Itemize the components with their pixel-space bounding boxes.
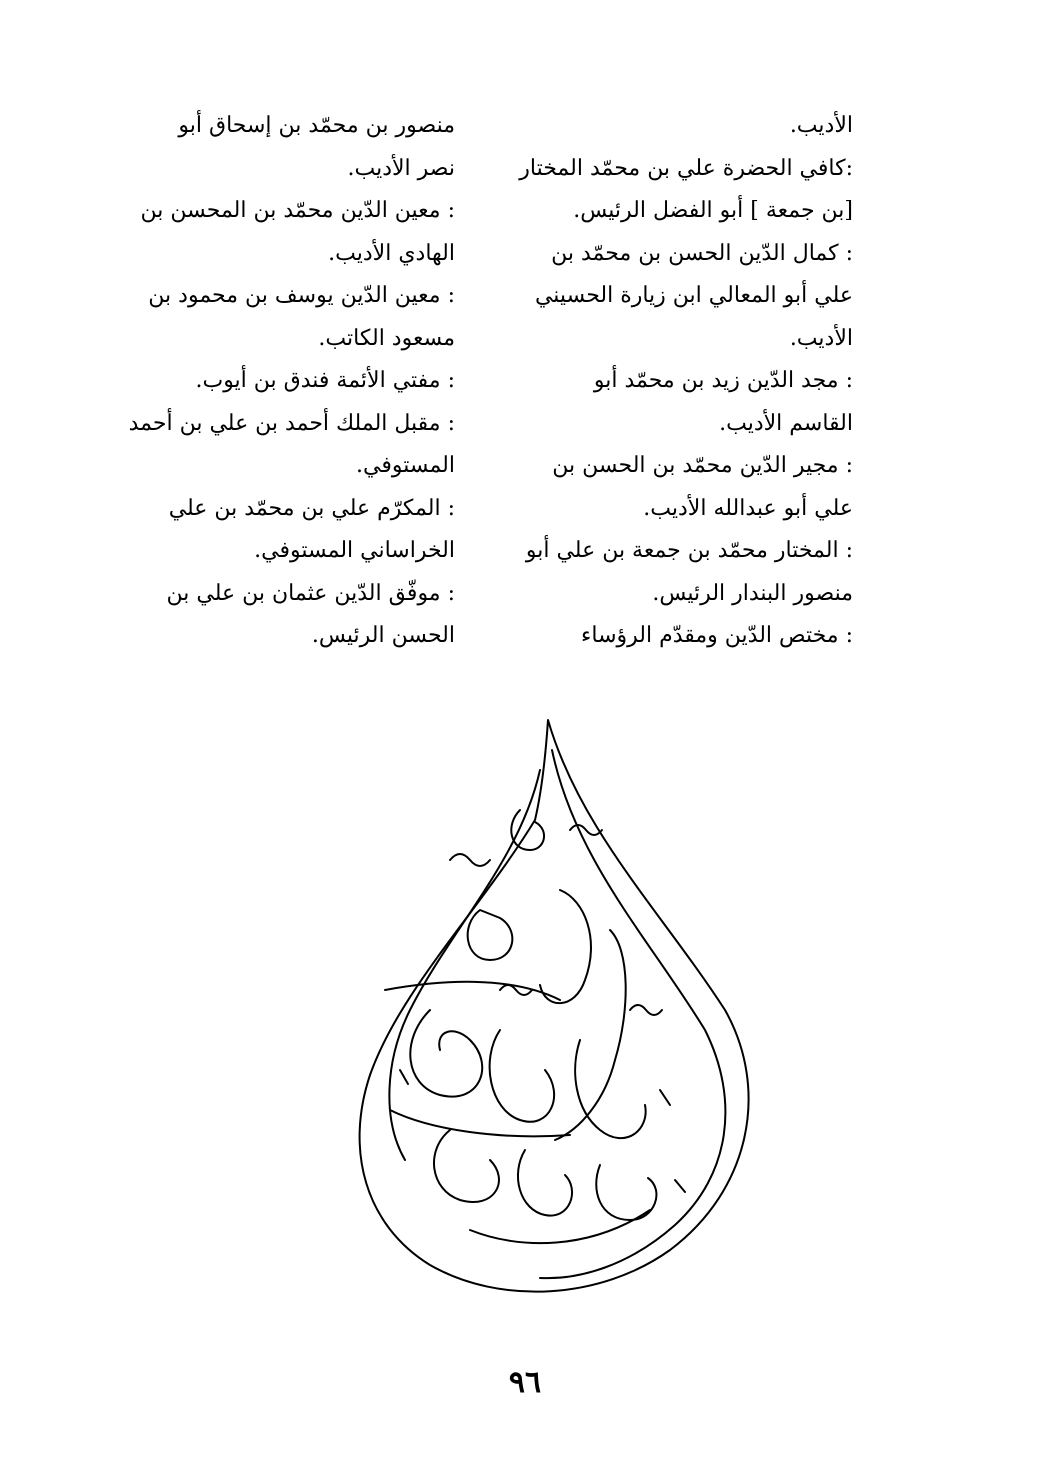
text-line: منصور بن محمّد بن إسحاق أبو [178,113,455,138]
text-line: [بن جمعة ] أبو الفضل الرئيس. [573,198,853,223]
text-line: الأديب. [789,113,853,138]
text-line: منصور البندار الرئيس. [652,580,853,606]
text-line: علي أبو عبدالله الأديب. [643,495,853,521]
text-line: : مختص الدّين ومقدّم الرؤساء [581,623,853,648]
right-column [519,105,853,658]
text-line: مسعود الكاتب. [318,325,455,351]
text-line: : موفّق الدّين عثمان بن علي بن [166,580,455,606]
text-line: المستوفي. [355,453,455,478]
calligraphy-teardrop-icon [330,710,760,1330]
text-line: :كافي الحضرة علي بن محمّد المختار [519,155,853,181]
text-line: : معين الدّين محمّد بن المحسن بن [140,198,455,223]
text-line: الحسن الرئيس. [311,623,455,648]
text-line: علي أبو المعالي ابن زيارة الحسيني [534,283,853,308]
text-line: القاسم الأديب. [719,410,853,436]
left-column [128,105,455,658]
text-line: : المختار محمّد بن جمعة بن علي أبو [525,538,853,563]
text-line: : مفتي الأئمة فندق بن أيوب. [195,368,455,393]
text-line: : كمال الدّين الحسن بن محمّد بن [551,240,853,266]
text-line: : مقبل الملك أحمد بن علي بن أحمد [128,410,455,436]
text-line: الهادي الأديب. [328,240,455,266]
text-line: الأديب. [789,325,853,351]
text-line: : معين الدّين يوسف بن محمود بن [148,283,455,308]
page-number: ٩٦ [508,1365,542,1400]
text-line: : المكرّم علي بن محمّد بن علي [168,495,455,521]
text-line: : مجير الدّين محمّد بن الحسن بن [552,453,853,478]
text-line: نصر الأديب. [347,155,455,181]
text-line: : مجد الدّين زيد بن محمّد أبو [593,368,853,393]
text-line: الخراساني المستوفي. [254,538,455,563]
